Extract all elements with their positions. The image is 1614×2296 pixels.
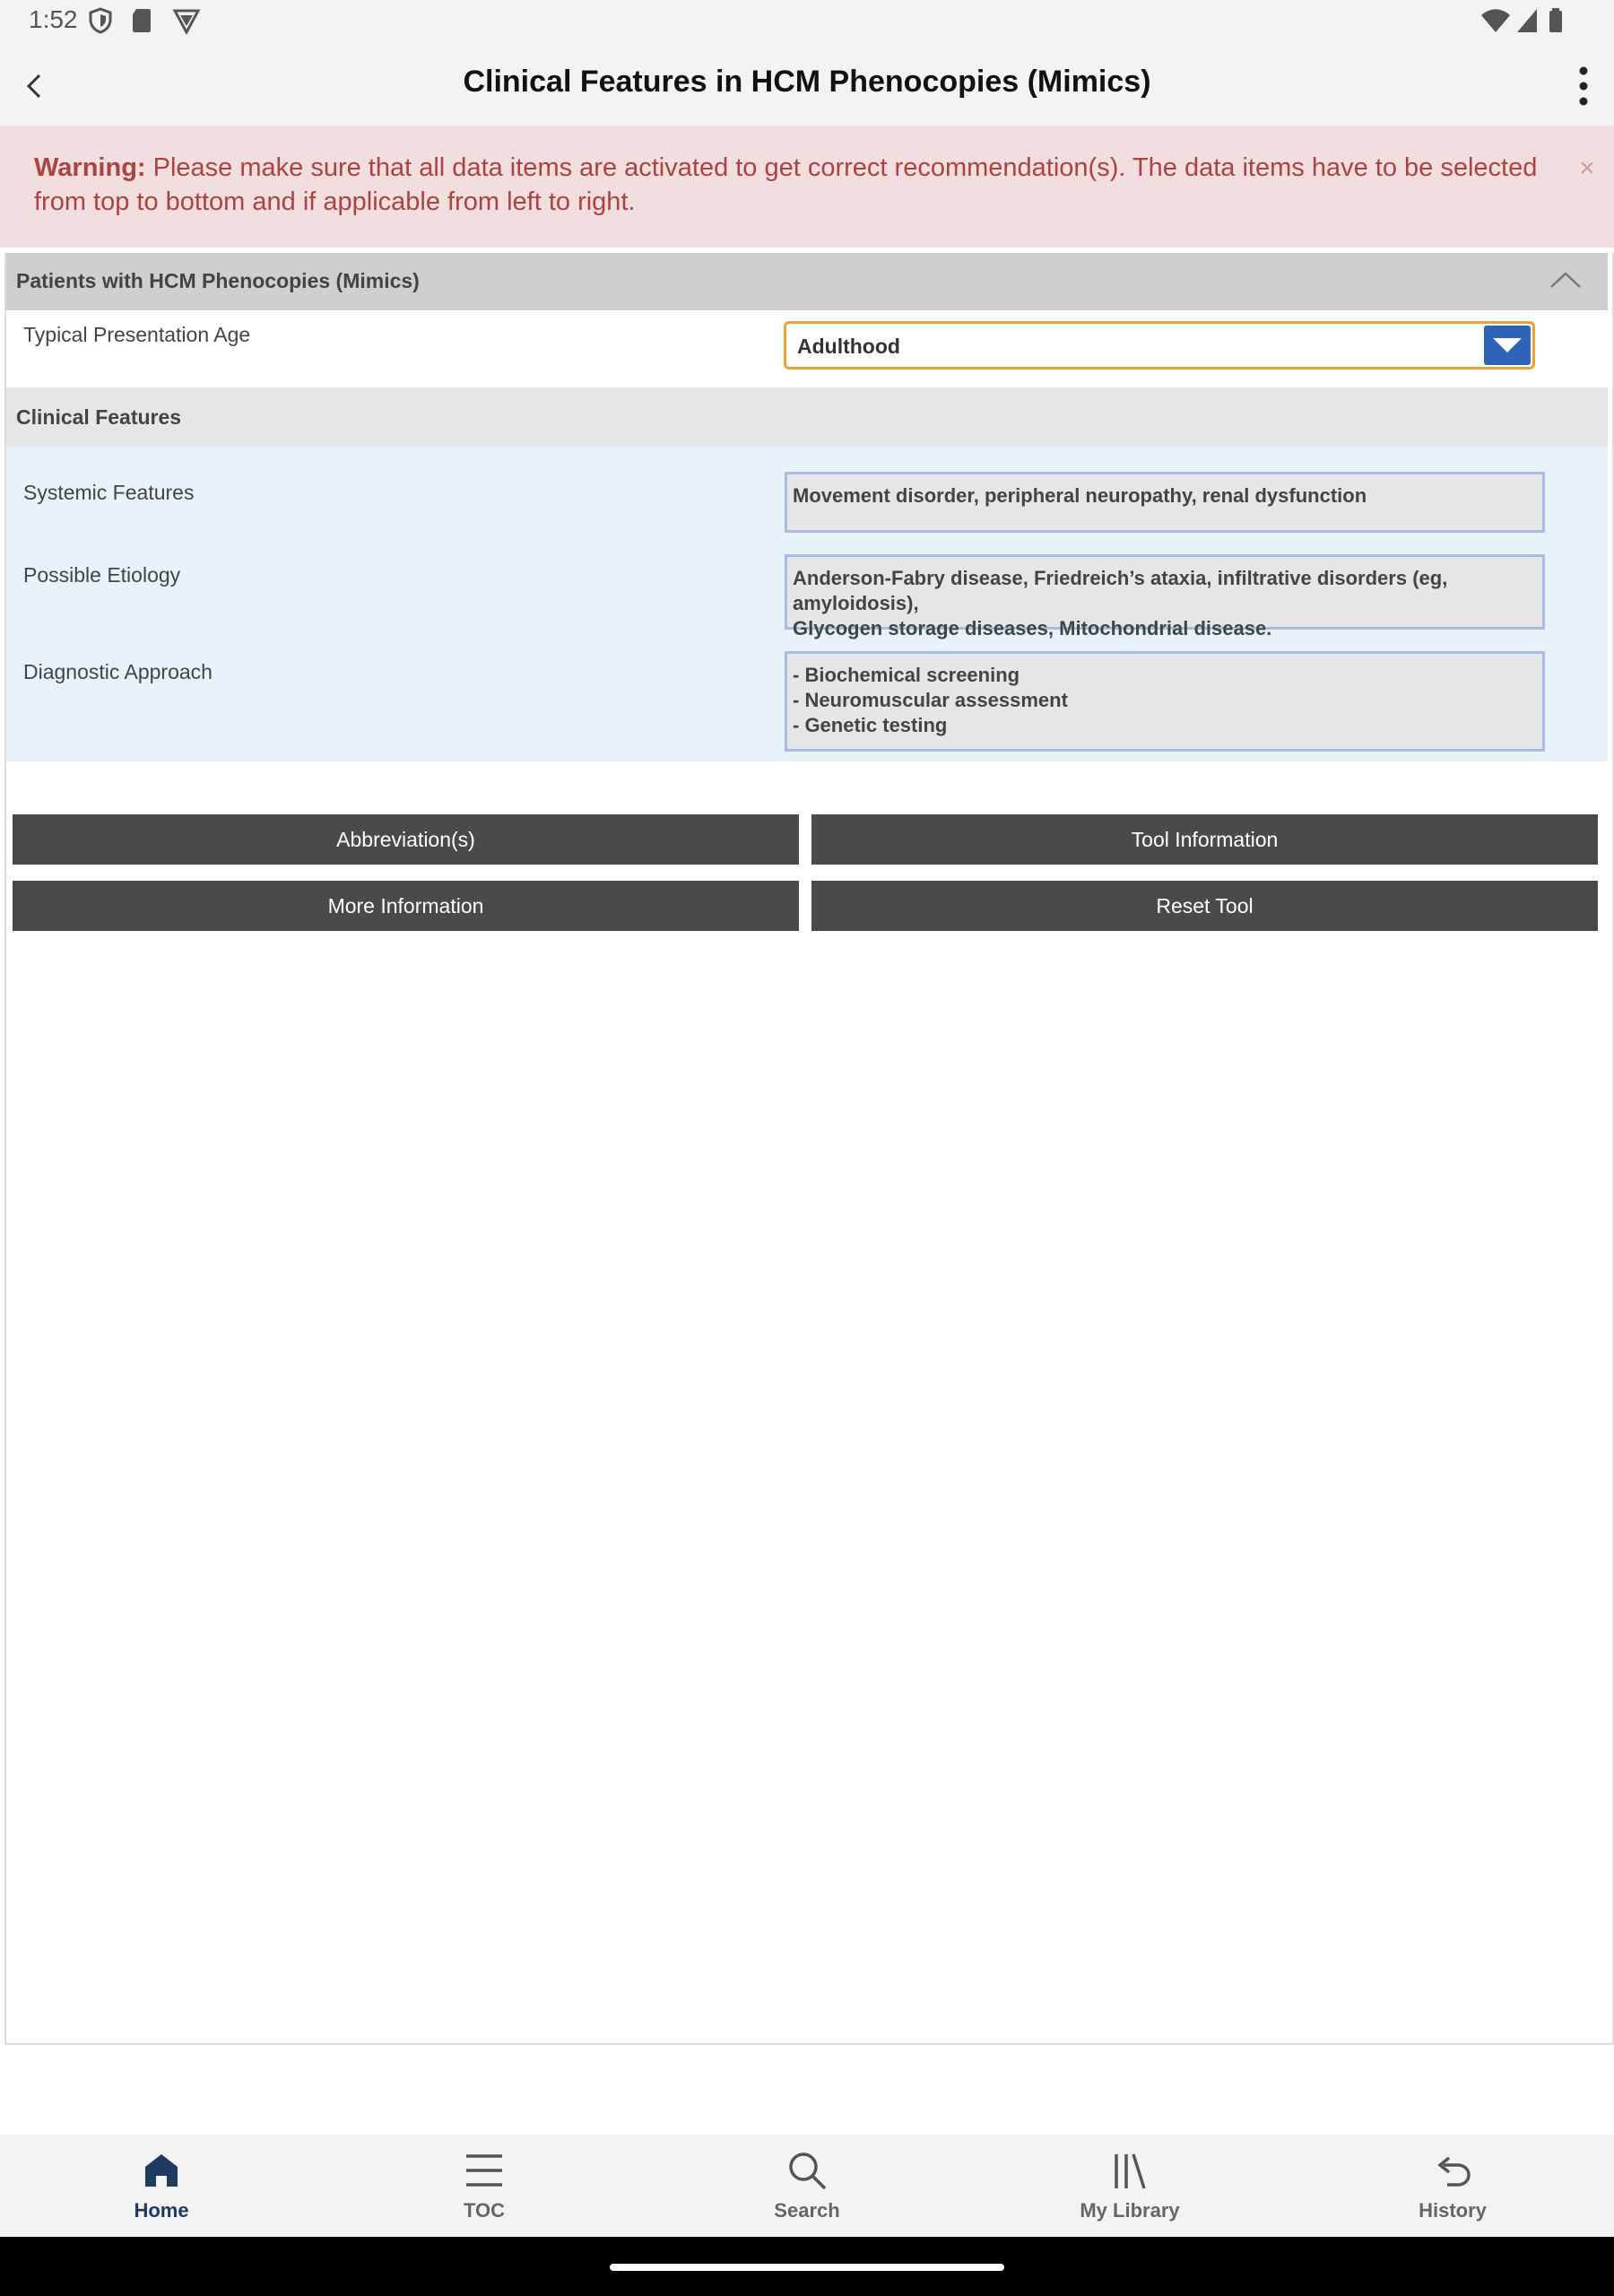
diagnostic-approach-value: [785, 651, 1545, 752]
abbreviations-button[interactable]: Abbreviation(s): [13, 814, 799, 865]
diagnostic-item: - Neuromuscular assessment: [793, 689, 1068, 711]
section-header[interactable]: [6, 253, 1608, 310]
collapse-icon[interactable]: [1549, 269, 1583, 291]
possible-etiology-value: [785, 554, 1545, 639]
etiology-line-1: Anderson-Fabry disease, Friedreich’s ataxia, infiltrative disorders (eg, amyloidosis),: [793, 567, 1448, 614]
presentation-age-value: Adulthood: [797, 335, 900, 358]
battery-icon: [1548, 7, 1564, 34]
tool-panel: [4, 253, 1614, 2045]
warning-text: [34, 151, 1558, 219]
warning-banner: [0, 126, 1614, 248]
system-gesture-bar: [0, 2237, 1614, 2296]
nav-home-label: Home: [134, 2199, 189, 2222]
etiology-line-2: Glycogen storage diseases, Mitochondrial disease.: [793, 617, 1272, 639]
tool-information-button[interactable]: Tool Information: [811, 814, 1598, 865]
nav-search-label: Search: [774, 2199, 840, 2222]
cell-signal-icon: [1515, 7, 1539, 34]
reset-tool-button[interactable]: Reset Tool: [811, 881, 1598, 931]
clinical-features-header: [6, 387, 1608, 447]
warning-message: Please make sure that all data items are activated to get correct recommendation(s). The data items have to be selected from top to bottom and if applicable from left to right.: [34, 153, 1538, 216]
chevron-down-icon: [1491, 336, 1523, 354]
search-icon: [785, 2149, 829, 2192]
close-warning-button[interactable]: ×: [1579, 153, 1595, 183]
app-bar: [0, 43, 1614, 126]
status-bar: [0, 0, 1614, 43]
section-title: Patients with HCM Phenocopies (Mimics): [16, 269, 420, 292]
menu-icon: [463, 2149, 506, 2192]
library-icon: [1108, 2149, 1151, 2192]
bottom-navigation: [0, 2135, 1614, 2237]
nav-library-label: My Library: [1080, 2199, 1180, 2222]
nav-toc[interactable]: [395, 2135, 574, 2237]
presentation-age-row: [6, 310, 1608, 384]
nav-library[interactable]: [1040, 2135, 1219, 2237]
more-options-button[interactable]: [1566, 59, 1601, 113]
shield-icon: [88, 7, 113, 34]
clinical-features-section: [6, 447, 1608, 761]
home-gesture-handle[interactable]: [610, 2264, 1004, 2271]
home-icon: [140, 2149, 183, 2192]
nav-toc-label: TOC: [463, 2199, 506, 2222]
warning-label: Warning:: [34, 153, 146, 182]
more-vert-icon: [1579, 66, 1588, 106]
page-title: Clinical Features in HCM Phenocopies (Mimics): [463, 65, 1151, 99]
diagnostic-approach-label: Diagnostic Approach: [23, 660, 213, 683]
systemic-features-text: Movement disorder, peripheral neuropathy, renal dysfunction: [793, 484, 1367, 507]
presentation-age-select[interactable]: [784, 321, 1535, 370]
nav-search[interactable]: [717, 2135, 897, 2237]
clinical-features-title: Clinical Features: [16, 405, 182, 429]
status-time: 1:52: [29, 5, 78, 33]
diagnostic-item: - Genetic testing: [793, 714, 948, 736]
nav-history[interactable]: [1363, 2135, 1542, 2237]
more-information-button[interactable]: More Information: [13, 881, 799, 931]
history-undo-icon: [1431, 2149, 1474, 2192]
wifi-icon: [1480, 7, 1512, 34]
systemic-features-label: Systemic Features: [23, 481, 195, 504]
nav-history-label: History: [1419, 2199, 1487, 2222]
possible-etiology-label: Possible Etiology: [23, 563, 181, 587]
sd-card-icon: [131, 7, 152, 34]
systemic-features-value: [785, 472, 1545, 533]
presentation-age-label: Typical Presentation Age: [23, 323, 251, 346]
diagnostic-item: - Biochemical screening: [793, 664, 1020, 686]
vpn-icon: [172, 7, 201, 34]
dropdown-arrow[interactable]: [1484, 326, 1531, 365]
nav-home[interactable]: [72, 2135, 251, 2237]
